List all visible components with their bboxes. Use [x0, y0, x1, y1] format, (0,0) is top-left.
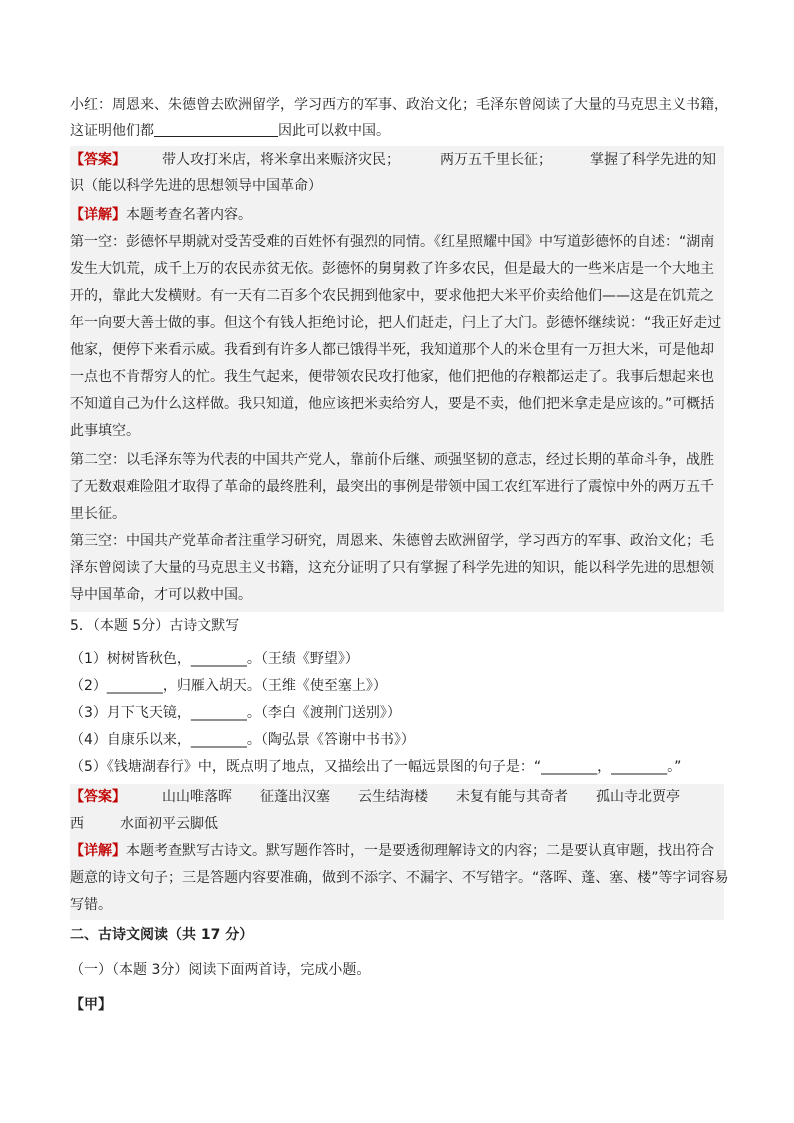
detail-1-line-4: 年一向要大善士做的事。但这个有钱人拒绝讨论，把人们赶走，闩上了大门。彭德怀继续说：“我正好走过	[70, 315, 722, 331]
poem-jia-label: 【甲】	[70, 997, 112, 1013]
detail-1-line-13: 泽东曾阅读了大量的马克思主义书籍，这充分证明了只有掌握了科学先进的知识，能以科学先进的思想领	[70, 560, 714, 576]
intro-line-2-after: 因此可以救中国。	[278, 123, 390, 139]
detail-1-line-6: 一点也不肯帮穷人的忙。我生气起来，便带领农民攻打他家，他们把他的存粮都运走了。我事后想起来也	[70, 369, 714, 385]
detail-label: 【详解】	[70, 207, 126, 223]
section-2-subtitle: （一）（本题 3分）阅读下面两首诗，完成小题。	[70, 962, 371, 978]
detail-2-line-2: 写错。	[70, 897, 112, 913]
answer-1-line	[70, 151, 716, 169]
detail-2-line-1: 题意的诗文句子；三是答题内容要准确，做到不添字、不漏字、不写错字。“落晖、蓬、塞、楼”等字词容易	[70, 870, 729, 886]
intro-line-1: 小红：周恩来、朱德曾去欧洲留学，学习西方的军事、政治文化；毛泽东曾阅读了大量的马克思主义书籍，	[70, 97, 728, 113]
question-5-item-2: （2）________，归雁入胡天。（王维《使至塞上》）	[70, 678, 387, 694]
answer-2-line: 【答案】 山山唯落晖 征蓬出汉塞 云生结海楼 未复有能与其奇者 孤山寺北贾亭	[70, 789, 680, 805]
answer-1-cont: 识（能以科学先进的思想领导中国革命）	[70, 178, 322, 194]
detail-1-line-12: 第三空：中国共产党革命者注重学习研究，周恩来、朱德曾去欧洲留学，学习西方的军事、政治文化；毛	[70, 533, 714, 549]
detail-label: 【详解】	[70, 843, 126, 859]
answer-label: 【答案】	[70, 152, 126, 168]
detail-1-line-8: 此事填空。	[70, 423, 140, 439]
detail-1-line-0: 【详解】本题考查名著内容。	[70, 207, 252, 223]
detail-1-line-3: 开的，靠此大发横财。有一天有二百多个农民拥到他家中，要求他把大米平价卖给他们——这是在饥荒之	[70, 288, 714, 304]
question-5-title: 5．（本题 5分）古诗文默写	[70, 618, 240, 634]
detail-1-line-1: 第一空：彭德怀早期就对受苦受难的百姓怀有强烈的同情。《红星照耀中国》中写道彭德怀的自述：“湖南	[70, 234, 715, 250]
detail-1-line-2: 发生大饥荒，成千上万的农民赤贫无依。彭德怀的舅舅救了许多农民，但是最大的一些米店是一个大地主	[70, 261, 714, 277]
question-5-item-1: （1）树树皆秋色，________。（王绩《野望》）	[70, 651, 359, 667]
answer-1-a2: 两万五千里长征；	[440, 152, 552, 168]
detail-1-line-5: 他家，便停下来看示威。我看到有许多人都已饿得半死，我知道那个人的米仓里有一万担大米，可是他却	[70, 342, 714, 358]
detail-1-line-11: 里长征。	[70, 506, 126, 522]
answer-label: 【答案】	[70, 789, 126, 805]
answer-1-a3: 掌握了科学先进的知	[590, 152, 716, 168]
answer-blank	[154, 122, 278, 137]
question-5-item-3: （3）月下飞天镜，________。（李白《渡荆门送别》）	[70, 705, 401, 721]
question-5-item-5: （5）《钱塘湖春行》中，既点明了地点，又描绘出了一幅远景图的句子是：“________，________。”	[70, 759, 682, 775]
detail-1-line-14: 导中国革命，才可以救中国。	[70, 587, 252, 603]
question-5-item-4: （4）自康乐以来，________。（陶弘景《答谢中书书》）	[70, 732, 415, 748]
detail-1-line-7: 不知道自己为什么这样做。我只知道，他应该把米卖给穷人，要是不卖，他们把米拿走是应该的。”可概括	[70, 396, 715, 412]
intro-line-2-before: 这证明他们都	[70, 123, 154, 139]
answer-1-a1: 带人攻打米店，将米拿出来赈济灾民；	[162, 152, 400, 168]
detail-1-line-9: 第二空：以毛泽东等为代表的中国共产党人，靠前仆后继、顽强坚韧的意志，经过长期的革命斗争，战胜	[70, 452, 714, 468]
detail-1-line-10: 了无数艰难险阻才取得了革命的最终胜利，最突出的事例是带领中国工农红军进行了震惊中外的两万五千	[70, 479, 714, 495]
detail-2-line-0: 【详解】本题考查默写古诗文。默写题作答时，一是要透彻理解诗文的内容；二是要认真审题，找出符合	[70, 843, 714, 859]
section-2-title: 二、古诗文阅读（共 17 分）	[70, 927, 254, 943]
answer-2-cont: 西 水面初平云脚低	[70, 816, 218, 832]
intro-line-2	[70, 122, 390, 140]
